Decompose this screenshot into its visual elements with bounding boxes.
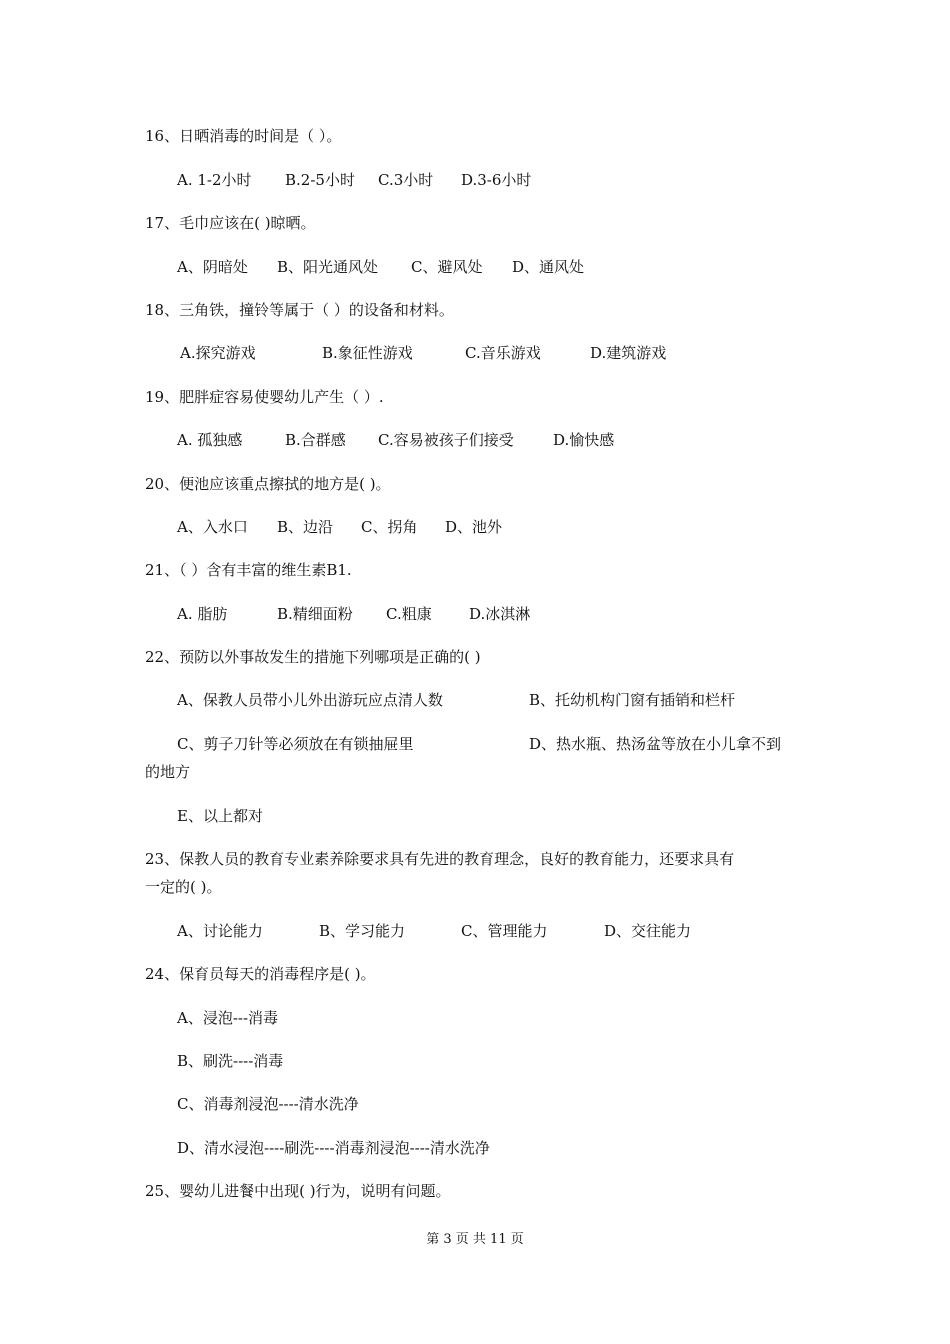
- option-22-a: A、保教人员带小儿外出游玩应点清人数: [177, 691, 443, 709]
- option-18-b: B.象征性游戏: [322, 344, 413, 362]
- question-18: 18、三角铁，撞铃等属于（ ）的设备和材料。: [145, 301, 454, 319]
- option-19-a: A. 孤独感: [177, 431, 243, 449]
- option-16-a: A. 1-2小时: [177, 171, 252, 189]
- option-21-b: B.精细面粉: [277, 605, 353, 623]
- option-19-b: B.合群感: [285, 431, 346, 449]
- page-footer: 第 3 页 共 11 页: [426, 1232, 524, 1247]
- option-19-d: D.愉快感: [553, 431, 615, 449]
- question-23-line-2: 一定的( )。: [145, 878, 222, 896]
- option-24-c: C、消毒剂浸泡----清水洗净: [177, 1095, 359, 1113]
- option-20-c: C、拐角: [361, 518, 418, 536]
- question-22: 22、预防以外事故发生的措施下列哪项是正确的( ): [145, 648, 481, 666]
- option-24-d: D、清水浸泡----刷洗----消毒剂浸泡----清水洗净: [177, 1139, 490, 1157]
- option-22-d-continued: 的地方: [145, 763, 191, 781]
- option-18-a: A.探究游戏: [180, 344, 256, 362]
- option-21-c: C.粗康: [386, 605, 432, 623]
- option-24-b: B、刷洗----消毒: [177, 1052, 284, 1070]
- question-23-line-1: 23、保教人员的教育专业素养除要求具有先进的教育理念，良好的教育能力，还要求具有: [145, 850, 735, 868]
- question-20: 20、便池应该重点擦拭的地方是( )。: [145, 475, 391, 493]
- option-17-b: B、阳光通风处: [277, 258, 379, 276]
- option-20-a: A、入水口: [177, 518, 248, 536]
- question-16: 16、日晒消毒的时间是（ ）。: [145, 127, 342, 145]
- option-17-c: C、避风处: [411, 258, 483, 276]
- option-20-b: B、边沿: [277, 518, 334, 536]
- question-17: 17、毛巾应该在( )晾晒。: [145, 214, 316, 232]
- option-19-c: C.容易被孩子们接受: [378, 431, 514, 449]
- option-24-a: A、浸泡---消毒: [177, 1009, 279, 1027]
- option-22-d: D、热水瓶、热汤盆等放在小儿拿不到: [529, 735, 782, 753]
- question-25: 25、婴幼儿进餐中出现( )行为，说明有问题。: [145, 1182, 451, 1200]
- option-20-d: D、池外: [445, 518, 503, 536]
- option-18-d: D.建筑游戏: [590, 344, 667, 362]
- option-16-c: C.3小时: [378, 171, 434, 189]
- option-22-e: E、以上都对: [177, 807, 263, 825]
- option-23-d: D、交往能力: [604, 922, 692, 940]
- question-21: 21、（ ）含有丰富的维生素B1.: [145, 561, 352, 579]
- option-21-d: D.冰淇淋: [469, 605, 531, 623]
- option-16-b: B.2-5小时: [285, 171, 355, 189]
- option-23-b: B、学习能力: [319, 922, 406, 940]
- question-19: 19、肥胖症容易使婴幼儿产生（ ）.: [145, 388, 384, 406]
- option-23-a: A、讨论能力: [177, 922, 263, 940]
- option-18-c: C.音乐游戏: [465, 344, 541, 362]
- option-22-b: B、托幼机构门窗有插销和栏杆: [529, 691, 736, 709]
- question-24: 24、保育员每天的消毒程序是( )。: [145, 965, 376, 983]
- option-21-a: A. 脂肪: [177, 605, 228, 623]
- option-23-c: C、管理能力: [461, 922, 548, 940]
- option-17-a: A、阴暗处: [177, 258, 248, 276]
- option-22-c: C、剪子刀针等必须放在有锁抽屉里: [177, 735, 414, 753]
- option-17-d: D、通风处: [512, 258, 585, 276]
- option-16-d: D.3-6小时: [461, 171, 532, 189]
